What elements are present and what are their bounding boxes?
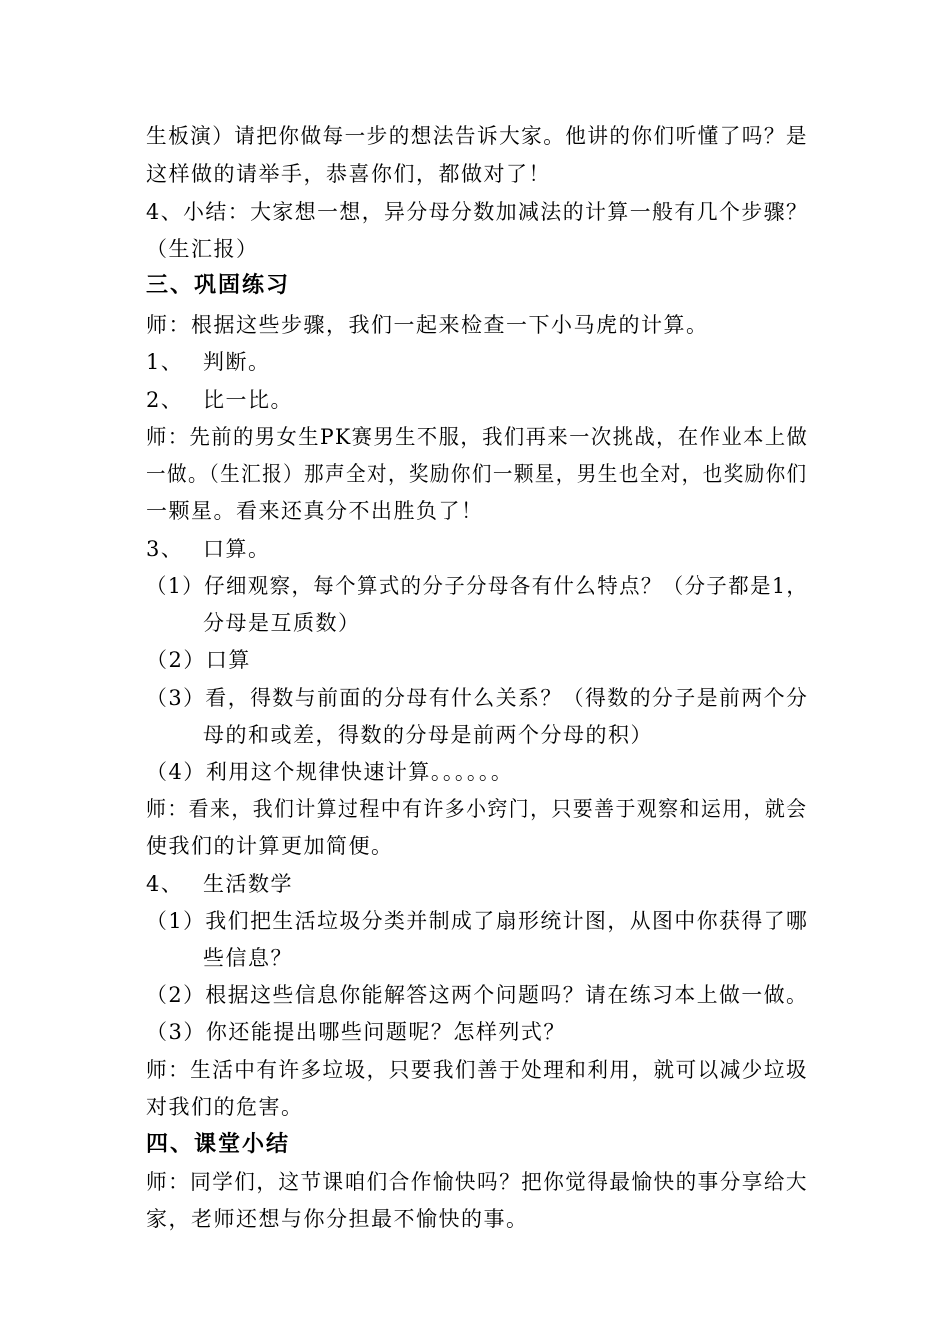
text-line: 一颗星。看来还真分不出胜负了！ — [146, 499, 484, 523]
text-line: 分母是互质数） — [203, 611, 361, 635]
list-number: 3、 — [146, 537, 184, 561]
list-item — [146, 348, 271, 376]
list-text: 生活数学 — [203, 872, 293, 896]
text-line: （4）利用这个规律快速计算。。。。。。 — [146, 760, 514, 784]
text-line: 师：看来，我们计算过程中有许多小窍门，只要善于观察和运用，就会 — [146, 797, 808, 821]
section-heading: 三、巩固练习 — [146, 273, 291, 298]
list-item — [146, 386, 293, 414]
text-line: 母的和或差，得数的分母是前两个分母的积） — [203, 723, 653, 747]
text-line: （1）仔细观察，每个算式的分子分母各有什么特点？（分子都是1， — [146, 574, 809, 598]
text-line: 这样做的请举手，恭喜你们，都做对了！ — [146, 162, 551, 186]
text-line: 师：根据这些步骤，我们一起来检查一下小马虎的计算。 — [146, 313, 709, 337]
text-line: 对我们的危害。 — [146, 1095, 304, 1119]
text-line: （1）我们把生活垃圾分类并制成了扇形统计图，从图中你获得了哪 — [146, 909, 809, 933]
text-line: （生汇报） — [146, 237, 259, 261]
text-line: （3）你还能提出哪些问题呢？怎样列式？ — [146, 1020, 566, 1044]
list-text: 判断。 — [203, 350, 271, 374]
list-number: 4、 — [146, 872, 184, 896]
text-line: 4、小结：大家想一想，异分母分数加减法的计算一般有几个步骤？ — [146, 200, 809, 224]
text-line: 些信息？ — [203, 946, 293, 970]
text-line: （3）看，得数与前面的分母有什么关系？（得数的分子是前两个分 — [146, 686, 809, 710]
list-text: 口算。 — [203, 537, 271, 561]
text-line: 家，老师还想与你分担最不愉快的事。 — [146, 1207, 529, 1231]
text-line: （2）根据这些信息你能解答这两个问题吗？请在练习本上做一做。 — [146, 983, 809, 1007]
list-number: 1、 — [146, 350, 184, 374]
list-number: 2、 — [146, 388, 184, 412]
text-line: 师：同学们，这节课咱们合作愉快吗？把你觉得最愉快的事分享给大 — [146, 1170, 808, 1194]
list-item — [146, 535, 271, 563]
text-line: 生板演）请把你做每一步的想法告诉大家。他讲的你们听懂了吗？是 — [146, 124, 808, 148]
text-line: 一做。（生汇报）那声全对，奖励你们一颗星，男生也全对，也奖励你们 — [146, 462, 808, 486]
text-line: 师：先前的男女生PK赛男生不服，我们再来一次挑战，在作业本上做 — [146, 425, 809, 449]
text-line: 使我们的计算更加简便。 — [146, 834, 394, 858]
list-text: 比一比。 — [203, 388, 293, 412]
text-line: （2）口算 — [146, 648, 251, 672]
section-heading: 四、课堂小结 — [146, 1132, 291, 1157]
list-item — [146, 870, 293, 898]
text-line: 师：生活中有许多垃圾，只要我们善于处理和利用，就可以减少垃圾 — [146, 1058, 808, 1082]
